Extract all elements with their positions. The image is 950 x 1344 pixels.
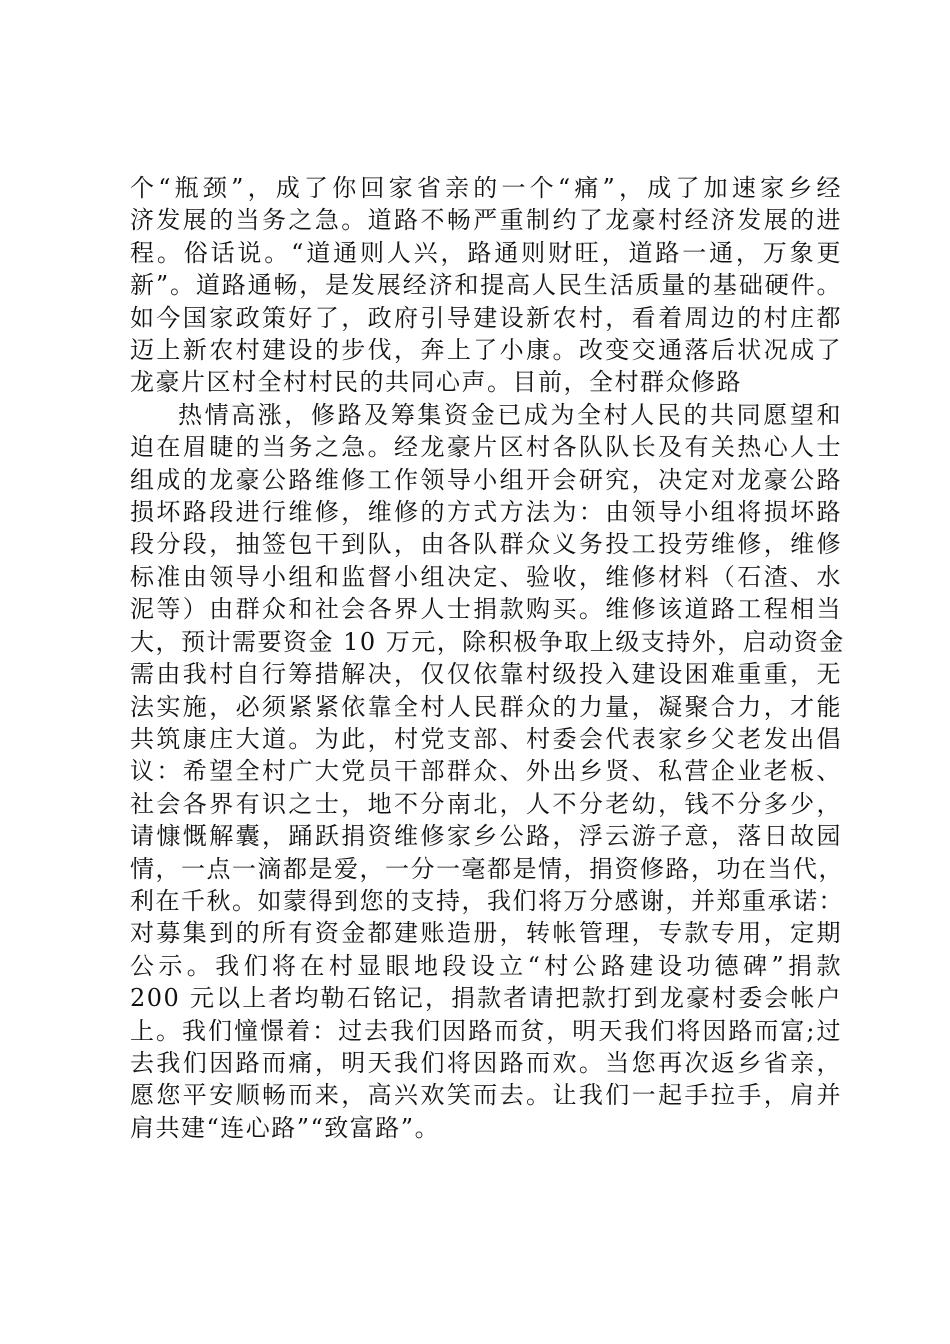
text-line: 法实施，必须紧紧依靠全村人民群众的力量，凝聚合力，才能 (130, 692, 842, 721)
text-line: 标准由领导小组和监督小组决定、验收，维修材料（石渣、水 (130, 562, 842, 591)
text-line: 对募集到的所有资金都建账造册，转帐管理，专款专用，定期 (130, 919, 842, 948)
body-text (130, 172, 845, 1144)
text-line: 需由我村自行筹措解决，仅仅依靠村级投入建设困难重重，无 (130, 660, 842, 689)
text-line: 济发展的当务之急。道路不畅严重制约了龙豪村经济发展的进 (130, 206, 842, 235)
text-line: 共筑康庄大道。为此，村党支部、村委会代表家乡父老发出倡 (130, 724, 842, 753)
text-line: 如今国家政策好了，政府引导建设新农村，看着周边的村庄都 (130, 303, 842, 332)
text-line: 去我们因路而痛，明天我们将因路而欢。当您再次返乡省亲， (130, 1048, 842, 1077)
text-line: 迫在眉睫的当务之急。经龙豪片区村各队队长及有关热心人士 (130, 433, 842, 462)
text-line: 上。我们憧憬着：过去我们因路而贫，明天我们将因路而富;过 (130, 1016, 842, 1045)
text-line: 迈上新农村建设的步伐，奔上了小康。改变交通落后状况成了 (130, 336, 842, 365)
text-line: 情，一点一滴都是爱，一分一毫都是情，捐资修路，功在当代， (130, 854, 844, 883)
text-line: 新”。道路通畅，是发展经济和提高人民生活质量的基础硬件。 (130, 271, 842, 300)
text-line: 程。俗话说。“道通则人兴，路通则财旺，道路一通，万象更 (130, 238, 842, 267)
text-line: 社会各界有识之士，地不分南北，人不分老幼，钱不分多少， (130, 789, 842, 818)
text-line: 议：希望全村广大党员干部群众、外出乡贤、私营企业老板、 (130, 757, 842, 786)
text-line: 肩共建“连心路”“致富路”。 (130, 1113, 441, 1142)
text-line: 段分段，抽签包干到队，由各队群众义务投工投劳维修，维修 (130, 530, 842, 559)
text-line: 损坏路段进行维修，维修的方式方法为：由领导小组将损坏路 (130, 498, 842, 527)
paragraph-1 (130, 172, 842, 399)
text-line: 愿您平安顺畅而来，高兴欢笑而去。让我们一起手拉手，肩并 (130, 1081, 842, 1110)
text-line: 200 元以上者均勒石铭记，捐款者请把款打到龙豪村委会帐户 (130, 984, 842, 1013)
text-line: 龙豪片区村全村村民的共同心声。目前，全村群众修路 (130, 368, 742, 397)
text-line: 热情高涨，修路及筹集资金已成为全村人民的共同愿望和 (178, 400, 842, 429)
text-line: 公示。我们将在村显眼地段设立“村公路建设功德碑”捐款 (130, 951, 842, 980)
text-line: 组成的龙豪公路维修工作领导小组开会研究，决定对龙豪公路 (130, 465, 842, 494)
text-line: 大，预计需要资金 10 万元，除积极争取上级支持外，启动资金 (130, 627, 845, 656)
text-line: 利在千秋。如蒙得到您的支持，我们将万分感谢，并郑重承诺： (130, 886, 844, 915)
paragraph-2 (130, 399, 845, 1144)
text-line: 个“瓶颈”，成了你回家省亲的一个“痛”，成了加速家乡经 (130, 174, 842, 202)
text-line: 请慷慨解囊，踊跃捐资维修家乡公路，浮云游子意，落日故园 (130, 822, 842, 851)
text-line: 泥等）由群众和社会各界人士捐款购买。维修该道路工程相当 (130, 595, 842, 624)
